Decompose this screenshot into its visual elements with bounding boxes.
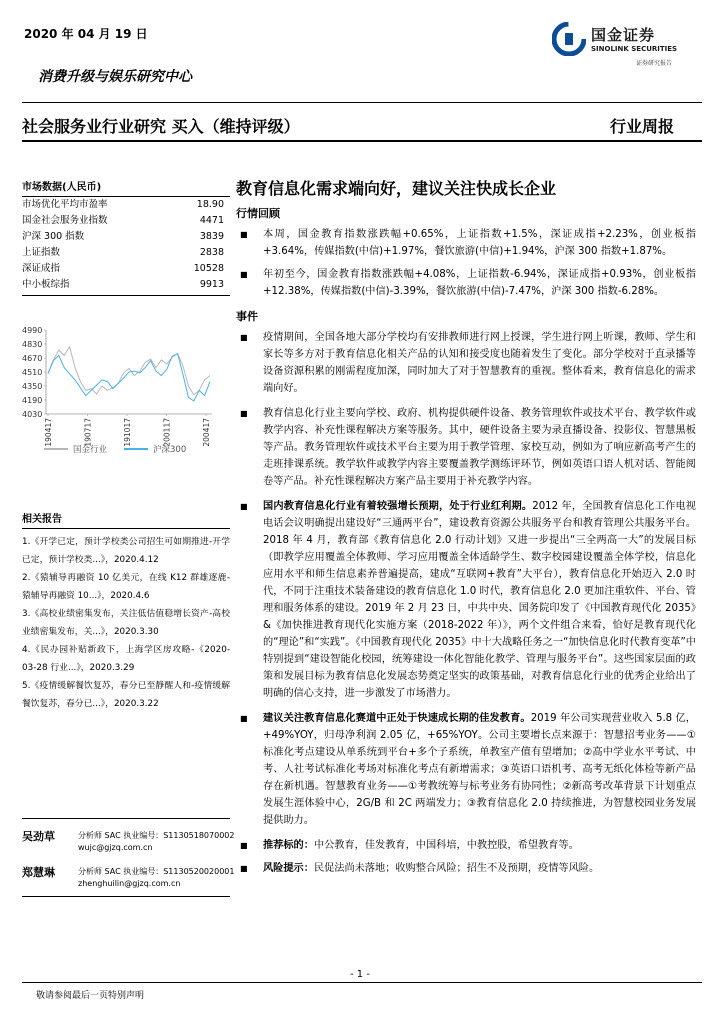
- review-bullet: ■ 年初至今，国金教育指数涨跌幅+4.08%，上证指数-6.94%，深证成指+0.93%，创业板指+12.38%，传媒指数(中信)-3.39%，餐饮旅游(中信)-7.47%，沪深 300 指数-6.28%。: [236, 266, 696, 300]
- y-tick-label: 4830: [22, 340, 43, 349]
- market-data-value: 9913: [199, 279, 224, 290]
- company-bullet-text: 2019 年公司实现营业收入 5.8 亿，+49%YOY，归母净利润 2.05 亿，+65%YOY。公司主要增长点来源于：智慧招考业务——①标准化考点建设从单系统到平台+多个子系统，单教室产值有望增加；②高中学业水平考试、中考、人社考试标准化考场对标准化考点有新增需求；③英语口语机考、高考无纸化体检等新产品存在新机遇。智慧教育业务——①考教统筹与标考业务有协同性；②新高考改革背景下计划重点发展生涯体验中心，2G/B 和 2C 两端发力；③教育信息化 2.0 持续推进，为智慧校园业务发展提供助力。: [263, 713, 696, 826]
- x-tick-label: 200117: [162, 418, 172, 447]
- recommend-text: 中公教育，佳发教育，中国科培，中教控股，希望教育等。: [313, 840, 579, 851]
- analyst-name: 吴劲草: [22, 830, 55, 843]
- related-reports: [22, 510, 230, 713]
- event-bullet: ■ 教育信息化行业主要向学校、政府、机构提供硬件设备、教务管理软件或技术平台、教学软件或教学内容、补充性课程解决方案等服务。其中，硬件设备主要为录直播设备、投影仪、智慧黑板等产品。教务管理软件或技术平台主要为用于教学管理、家校互动，例如为了响应新高考产生的走班排课系统。教学软件或教学内容主要覆盖教学测练评环节，例如英语口语人机对话、智能阅卷等产品。补充性课程解决方案产品主要用于补充教学内容。: [236, 405, 696, 490]
- header-divider: [22, 102, 702, 103]
- recommend-bullet: [236, 837, 696, 854]
- legend-item-hs300: [124, 443, 186, 455]
- market-data-value: 3839: [199, 231, 224, 242]
- legend-swatch-hs300: [124, 448, 148, 450]
- event-bullet: ■ 疫情期间，全国各地大部分学校均有安排教师进行网上授课，学生进行网上听课，教师、学生和家长等多方对于教育信息化相关产品的认知和接受度也随着发生了变化。部分学校对于直录播等设备资源积累的刚需程度加深，同时加大了对于智慧教育的重视。整体看来，教育信息化的需求端向好。: [236, 329, 696, 397]
- market-data-value: 18.90: [196, 199, 224, 210]
- related-report-item[interactable]: 4.《民办园补贴新政下，上海学区房攻略-《2020-03-28 行业...》，2020.3.29: [22, 645, 230, 673]
- market-data-row: [22, 277, 230, 293]
- market-data-row: [22, 245, 230, 261]
- risk-text: 民促法尚未落地；收购整合风险；招生不及预期，疫情等风险。: [313, 863, 600, 874]
- market-data-label: 沪深 300 指数: [22, 231, 85, 242]
- policy-bullet-lead: 国内教育信息化行业有着较强增长预期，处于行业红利期。: [263, 501, 533, 512]
- page-number: - 1 -: [350, 969, 370, 980]
- footer-divider: [22, 982, 702, 983]
- market-data-label: 市场优化平均市盈率: [22, 199, 108, 210]
- related-report-item[interactable]: 5.《疫情缓解餐饮复苏，春分已至静醒人和-疫情缓解餐饮复苏，春分已...》，2020.3.22: [22, 681, 230, 709]
- y-tick-label: 4990: [22, 326, 43, 335]
- analyst-name: 郑慧琳: [22, 866, 55, 879]
- related-report-item[interactable]: 3.《高校业绩密集发布，关注低估值稳增长资产-高校业绩密集发布，关...》，2020.3.30: [22, 609, 230, 637]
- company-bullet: [236, 710, 696, 829]
- logo-text-en: SINOLINK SECURITIES: [591, 45, 678, 53]
- logo-subtitle: 证券研究报告: [636, 60, 673, 67]
- industry-rating-line: 社会服务业行业研究 买入（维持评级）: [22, 117, 300, 136]
- legend-label-hs300: 沪深300: [153, 445, 187, 455]
- market-data-label: 中小板综指: [22, 279, 70, 290]
- x-tick-label: 191017: [123, 418, 132, 447]
- analyst-divider: [22, 896, 230, 897]
- x-tick-label: 190717: [83, 418, 93, 447]
- y-tick-label: 4670: [22, 354, 43, 363]
- section-divider: [22, 140, 702, 142]
- x-tick-label: 200417: [202, 418, 211, 447]
- related-reports-title: 相关报告: [22, 510, 230, 529]
- y-tick-label: 4030: [22, 410, 43, 419]
- policy-bullet-text: 2012 年，全国教育信息化工作电视电话会议明确提出建设好“三通两平台”，建设教育资源公共服务平台和教育管理公共服务平台。2018 年 4 月，教育部《教育信息化 2.0 行动计划》又进一步提出“三全两高一大”的发展目标（即教学应用覆盖全体教师、学习应用覆盖全体适龄学生、数字校园建设覆盖全体学校，信息化应用水平和师生信息素养普遍提高，建成“互联网+教育”大平台），教育信息化开始迈入 2.0 时代，不同于注重技术装备建设的教育信息化 1.0 时代，教育信息化 2.0 更加注重软件、平台、管理和服务体系的建设。2019 年 2 月 23 日，中共中央、国务院印发了《中国教育现代化 2035》&《加快推进教育现代化实施方案（2018-2022 年）》，两个文件组合来看，恰好是教育现代化的“理论”和“实践”。《中国教育现代化 2035》中十大战略任务之一“加快信息化时代教育变革”中特别提到“建设智能化校园，统筹建设一体化智能化教学、管理与服务平台”。这些国家层面的政策和发展目标为教育信息化发展态势奠定坚实的政策基础，对教育信息化行业的优秀企业给出了明确的信心支持，进一步激发了市场潜力。: [263, 501, 696, 699]
- related-report-item[interactable]: 1.《开学已定，预计学校类公司招生可如期推进-开学已定，预计学校类...》，2020.4.12: [22, 537, 230, 565]
- x-tick-label: 190417: [44, 418, 53, 447]
- market-data-row: [22, 229, 230, 245]
- report-date: 2020 年 04 月 19 日: [24, 27, 148, 41]
- analyst-divider: [22, 818, 230, 819]
- main-content: [236, 176, 696, 883]
- legend-swatch-industry: [44, 448, 68, 450]
- market-data-title: 市场数据(人民币): [22, 178, 230, 197]
- report-headline: 教育信息化需求端向好，建议关注快成长企业: [236, 179, 557, 198]
- y-tick-label: 4350: [22, 382, 43, 391]
- market-data-value: 10528: [193, 263, 224, 274]
- market-data-rows: [22, 197, 230, 293]
- legend-label-industry: 国金行业: [73, 445, 108, 455]
- market-data-row: [22, 197, 230, 213]
- analyst-email[interactable]: wujc@gjzq.com.cn: [78, 843, 153, 852]
- market-data-value: 4471: [199, 215, 224, 226]
- research-center-name: 消费升级与娱乐研究中心: [38, 69, 192, 85]
- risk-label: 风险提示：: [263, 863, 314, 874]
- market-data-row: [22, 261, 230, 277]
- y-tick-label: 4510: [22, 368, 43, 377]
- events-section-title: 事件: [236, 310, 258, 323]
- analyst-license: 分析师 SAC 执业编号：S1130520020001: [78, 867, 235, 876]
- review-bullet: ■ 本周，国金教育指数涨跌幅+0.65%，上证指数+1.5%，深证成指+2.23%，创业板指+3.64%，传媒指数(中信)+1.97%，餐饮旅游(中信)+1.94%，沪深 300 指数+1.87%。: [236, 226, 696, 260]
- logo-mark-icon: [552, 22, 586, 56]
- market-data-row: [22, 213, 230, 229]
- analyst-license: 分析师 SAC 执业编号：S1130518070002: [78, 831, 235, 840]
- y-tick-label: 4190: [22, 396, 43, 405]
- related-report-item[interactable]: 2.《猿辅导再融资 10 亿美元，在线 K12 群雄逐鹿-猿辅导再融资 10...》，2020.4.6: [22, 573, 230, 601]
- footer-disclaimer: 敬请参阅最后一页特别声明: [36, 991, 145, 1001]
- market-data-bottom-rule: [22, 295, 230, 296]
- market-data-label: 上证指数: [22, 247, 61, 258]
- logo-text-cn: 国金证券: [591, 26, 656, 44]
- market-data-label: 深证成指: [22, 263, 61, 274]
- company-bullet-lead: 建议关注教育信息化赛道中正处于快速成长期的佳发教育。: [263, 713, 531, 724]
- market-data-value: 2838: [199, 247, 224, 258]
- legend-item-industry: [44, 443, 107, 455]
- policy-bullet: [236, 498, 696, 702]
- company-logo: [552, 22, 702, 72]
- recommend-label: 推荐标的：: [263, 840, 314, 851]
- risk-bullet: [236, 860, 696, 877]
- market-data-panel: [22, 178, 230, 296]
- market-data-label: 国金社会服务业指数: [22, 215, 108, 226]
- report-type: 行业周报: [610, 117, 675, 136]
- review-section-title: 行情回顾: [236, 207, 280, 220]
- analyst-email[interactable]: zhenghuilin@gjzq.com.cn: [78, 879, 181, 888]
